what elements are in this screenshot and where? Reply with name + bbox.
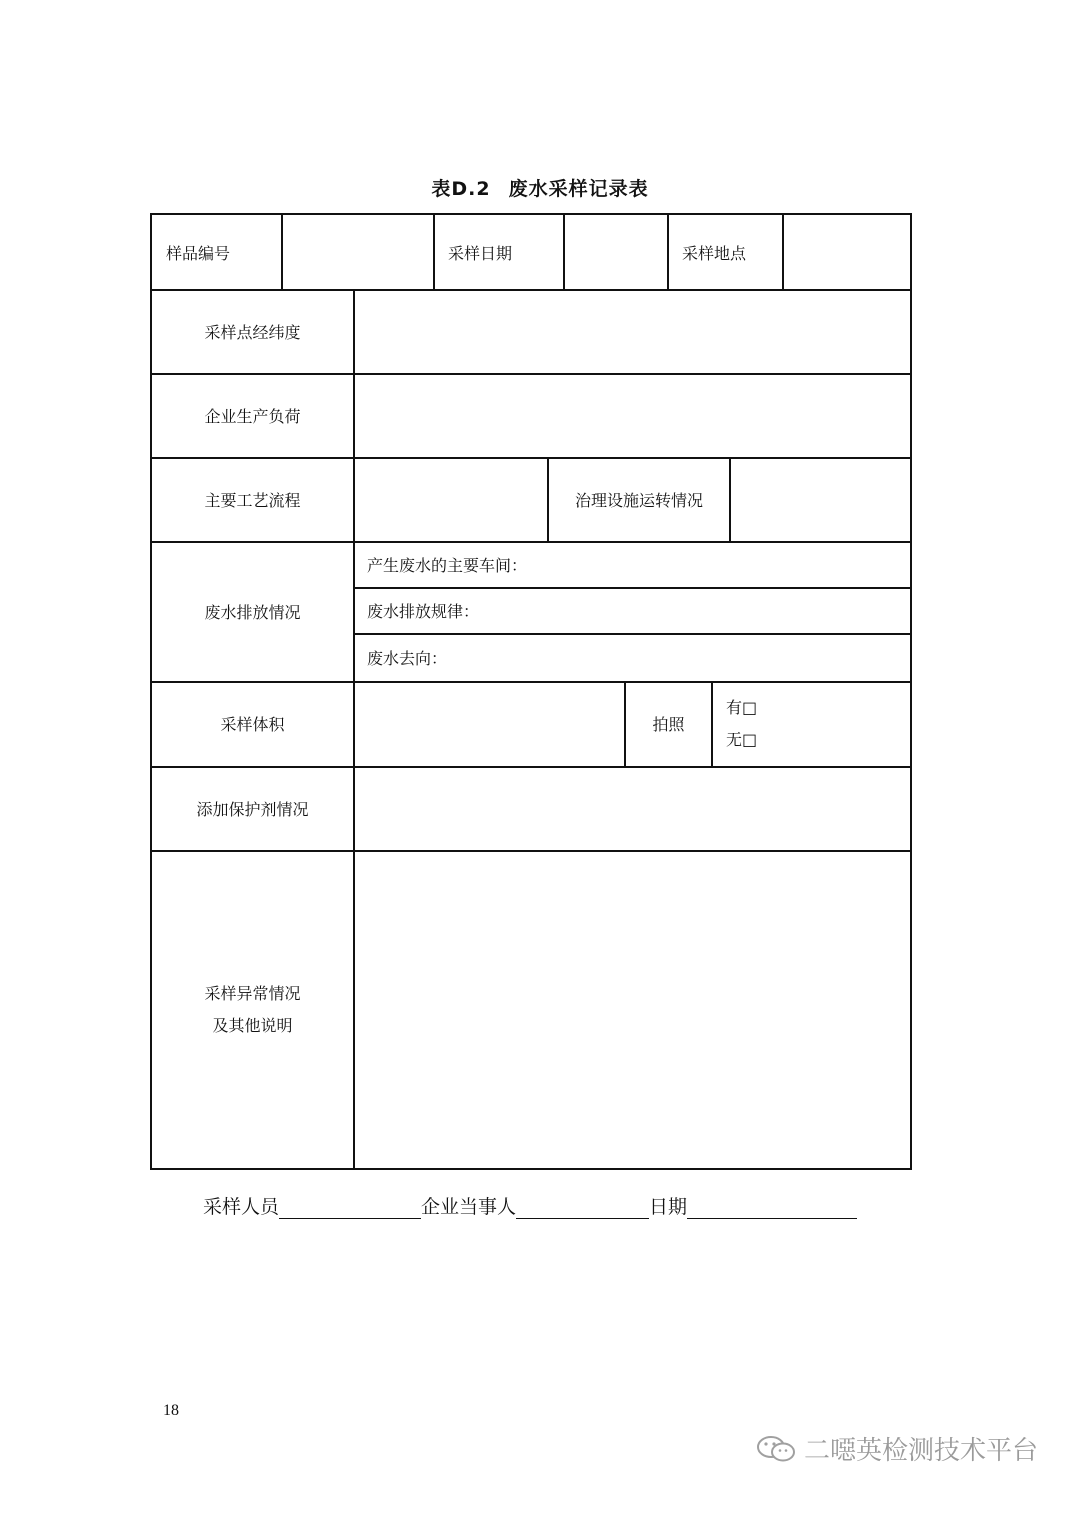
main-process-field[interactable] — [355, 459, 547, 541]
abnormal-label-line1: 采样异常情况 — [204, 984, 301, 1003]
col-divider — [667, 215, 669, 289]
watermark — [756, 1430, 1038, 1467]
volume-label: 采样体积 — [220, 715, 285, 734]
discharge-destination-field[interactable]: 废水去向： — [367, 648, 448, 668]
volume-field[interactable] — [355, 683, 624, 766]
sample-date-field[interactable] — [565, 215, 667, 289]
page-title — [0, 174, 1080, 201]
abnormal-label-line2: 及其他说明 — [212, 1016, 293, 1035]
photo-label: 拍照 — [652, 715, 685, 734]
sample-site-label: 采样地点 — [682, 243, 747, 263]
production-load-field[interactable] — [355, 375, 910, 457]
col-divider — [433, 215, 435, 289]
preservative-label: 添加保护剂情况 — [196, 799, 309, 819]
sample-id-label: 样品编号 — [166, 243, 231, 263]
col-divider — [711, 681, 713, 766]
photo-options — [726, 681, 757, 766]
abnormal-label — [152, 850, 353, 1170]
sample-date-label: 采样日期 — [448, 243, 513, 263]
coordinates-field[interactable] — [355, 291, 910, 373]
table-number: 表D.2 — [431, 178, 491, 200]
sampling-record-form — [150, 213, 912, 1170]
discharge-workshop-field[interactable]: 产生废水的主要车间： — [367, 555, 528, 575]
photo-yes-checkbox[interactable]: 有□ — [726, 697, 758, 717]
signature-line — [203, 1192, 857, 1219]
table-name: 废水采样记录表 — [508, 178, 649, 200]
discharge-pattern-field[interactable]: 废水排放规律： — [367, 601, 480, 621]
treatment-status-label: 治理设施运转情况 — [574, 490, 703, 510]
main-process-label: 主要工艺流程 — [204, 490, 301, 510]
sample-id-field[interactable] — [283, 215, 433, 289]
coordinates-label: 采样点经纬度 — [204, 322, 301, 342]
watermark-text: 二噁英检测技术平台 — [804, 1436, 1039, 1466]
date-label: 日期 — [649, 1196, 688, 1218]
preservative-field[interactable] — [355, 768, 910, 850]
sampler-signature-field[interactable] — [279, 1198, 421, 1219]
date-field[interactable] — [687, 1198, 857, 1219]
wechat-icon — [756, 1434, 796, 1464]
page-number: 18 — [163, 1402, 179, 1419]
photo-no-checkbox[interactable]: 无□ — [726, 729, 758, 749]
treatment-status-field[interactable] — [731, 459, 910, 541]
sampler-label: 采样人员 — [203, 1196, 280, 1218]
discharge-label: 废水排放情况 — [204, 602, 301, 622]
party-signature-field[interactable] — [516, 1198, 649, 1219]
sample-site-field[interactable] — [784, 215, 910, 289]
production-load-label: 企业生产负荷 — [204, 406, 301, 426]
abnormal-notes-field[interactable] — [355, 852, 910, 1170]
party-label: 企业当事人 — [421, 1196, 517, 1218]
